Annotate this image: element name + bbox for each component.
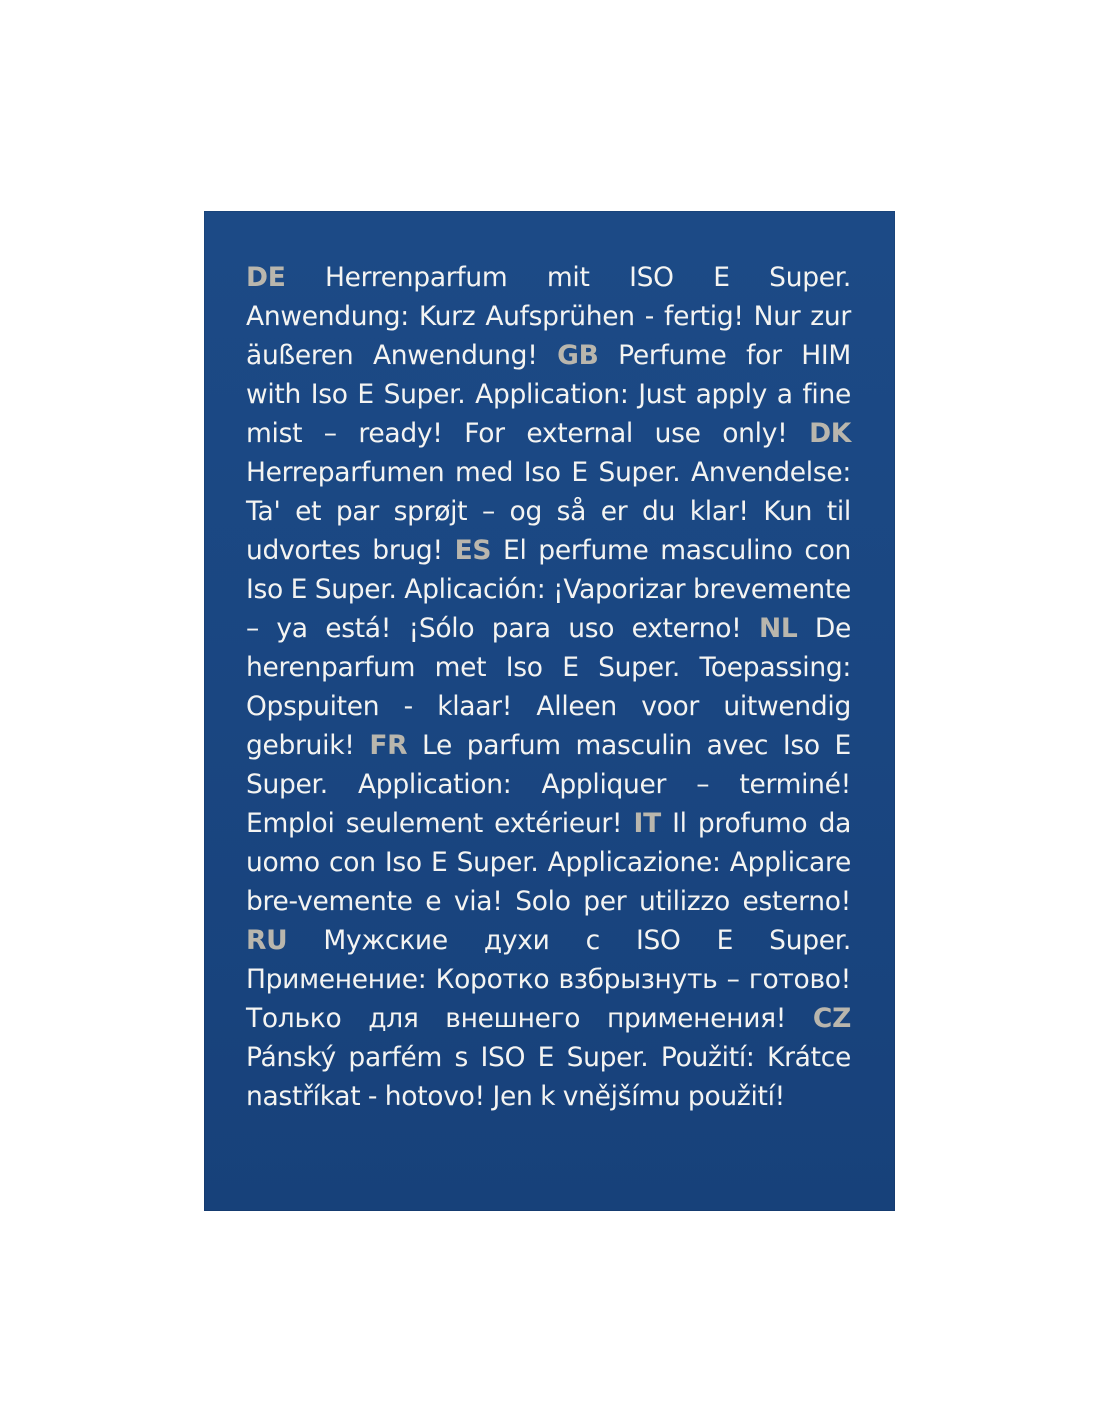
text-nl: De herenparfum met Iso E Super. Toepassing: Opspuiten - klaar! Alleen voor uitwendig gebruik! — [246, 613, 852, 761]
text-it: Il profumo da uomo con Iso E Super. Applicazione: Applicare bre-vemente e via! Solo per utilizzo esterno! — [246, 808, 852, 917]
label-panel — [204, 211, 895, 1211]
text-fr: Le parfum masculin avec Iso E Super. Application: Appliquer – terminé! Emploi seulement extérieur! — [246, 730, 852, 839]
multilingual-description — [246, 258, 851, 1116]
lang-code-de: DE — [246, 262, 286, 293]
lang-code-ru: RU — [246, 925, 288, 956]
lang-code-fr: FR — [369, 730, 408, 761]
lang-code-es: ES — [454, 535, 492, 566]
text-ru: Мужские духи с ISO E Super. Применение: Коротко взбрызнуть – готово! Только для внешнего применения! — [246, 925, 852, 1034]
lang-code-dk: DK — [809, 418, 851, 449]
text-cz: Pánský parfém s ISO E Super. Použití: Krátce nastříkat - hotovo! Jen k vnějšímu použití! — [246, 1042, 851, 1112]
lang-code-it: IT — [633, 808, 661, 839]
text-de: Herrenparfum mit ISO E Super. Anwendung: Kurz Aufsprühen - fertig! Nur zur äußeren Anwendung! — [246, 262, 852, 371]
lang-code-cz: CZ — [812, 1003, 851, 1034]
text-gb: Perfume for HIM with Iso E Super. Application: Just apply a fine mist – ready! For external use only! — [246, 340, 851, 449]
text-es: El perfume masculino con Iso E Super. Aplicación: ¡Vaporizar brevemente – ya está! ¡Sólo para uso externo! — [246, 535, 852, 644]
lang-code-nl: NL — [758, 613, 798, 644]
text-dk: Herreparfumen med Iso E Super. Anvendelse: Ta' et par sprøjt – og så er du klar! Kun til udvortes brug! — [246, 457, 851, 566]
lang-code-gb: GB — [557, 340, 599, 371]
